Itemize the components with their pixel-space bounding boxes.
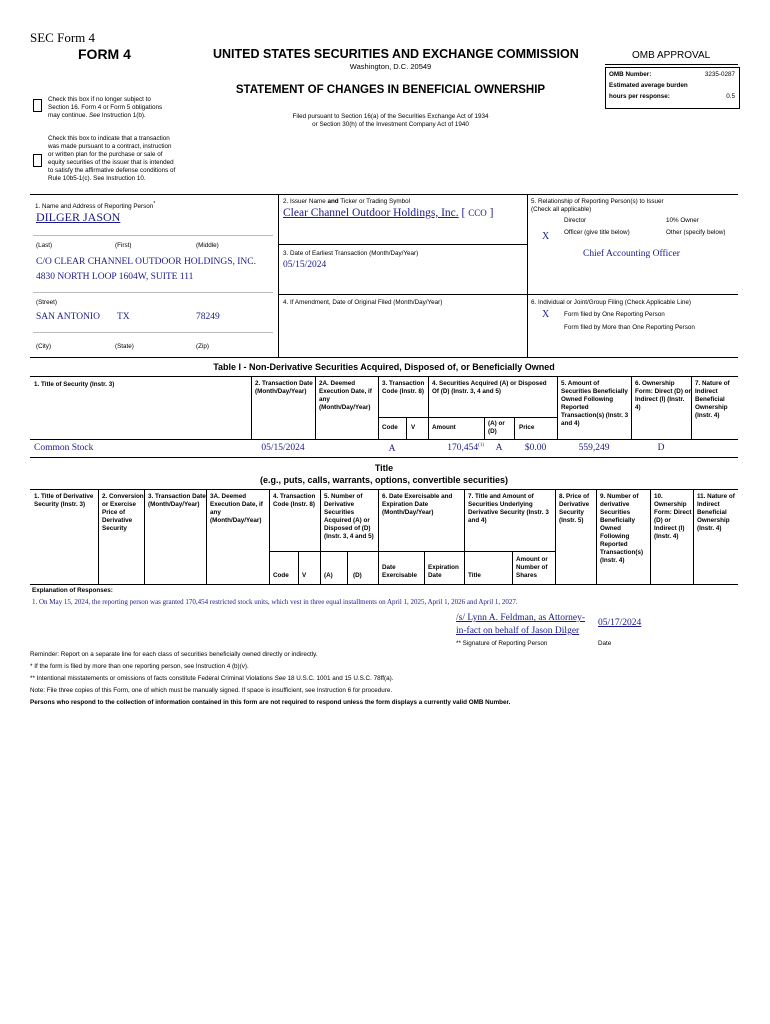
table2-title: Title	[374, 463, 394, 473]
director-option: Director	[564, 217, 587, 224]
t1-h-nature: 7. Nature of Indirect Beneficial Ownership (Instr. 4)	[695, 380, 730, 419]
multiple-reporting-persons-option: Form filed by More than One Reporting Person	[564, 324, 695, 331]
state-value: TX	[117, 312, 130, 322]
t2-h-owned: 9. Number of derivative Securities Beneficially Owned Following Reported Transaction(s) (Instr. 4)	[600, 493, 644, 564]
middle-label: (Middle)	[196, 242, 219, 249]
omb-burden-label: Estimated average burden	[609, 82, 688, 89]
t1-row-amount: 170,454$^{(1)}$	[447, 443, 484, 454]
t2-h-number: 5. Number of Derivative Securities Acquired (A) or Disposed of (D) (Instr. 3, 4 and 5)	[324, 493, 374, 540]
issuer-name: Clear Channel Outdoor Holdings, Inc. [ CCO ]	[283, 207, 494, 219]
city-label: (City)	[36, 343, 52, 350]
filed-pursuant-line-2: or Section 30(h) of the Investment Company Act of 1940	[312, 121, 469, 128]
t1-row-security: Common Stock	[34, 443, 94, 453]
one-reporting-person-option: Form filed by One Reporting Person	[564, 311, 665, 318]
t2-h-date-ex-sub: Date Exercisable	[382, 564, 418, 579]
t1-h-form: 6. Ownership Form: Direct (D) or Indirect (I) (Instr. 4)	[635, 380, 691, 411]
relationship-label: 5. Relationship of Reporting Person(s) to Issuer	[531, 198, 664, 205]
t1-h-amount-sub: Amount	[432, 424, 456, 431]
note-reminder: Reminder: Report on a separate line for each class of securities beneficially owned directly or indirectly.	[30, 651, 318, 658]
date-label: Date	[598, 640, 612, 647]
note-omb-notice: Persons who respond to the collection of information contained in this form are not required to respond unless the form displays a currently valid OMB Number.	[30, 699, 511, 706]
address-line-1: C/O CLEAR CHANNEL OUTDOOR HOLDINGS, INC.	[36, 257, 256, 267]
t1-row-code: A	[388, 444, 396, 454]
city-value: SAN ANTONIO	[36, 312, 100, 322]
first-label: (First)	[115, 242, 132, 249]
t2-h-underlying: 7. Title and Amount of Securities Underlying Derivative Security (Instr. 3 and 4)	[468, 493, 549, 524]
t1-row-date: 05/15/2024	[261, 443, 305, 453]
ticker-symbol: CCO	[468, 208, 487, 218]
signature-label: ** Signature of Reporting Person	[456, 640, 548, 647]
issuer-label: 2. Issuer Name and Ticker or Trading Symbol	[283, 198, 411, 205]
t1-h-price-sub: Price	[519, 424, 535, 431]
t2-h-d-sub: (D)	[353, 572, 362, 579]
t2-h-date: 3. Transaction Date (Month/Day/Year)	[148, 493, 206, 508]
signature-link[interactable]: /s/ Lynn A. Feldman, as Attorney- in-fact on behalf of Jason Dilger	[456, 613, 586, 636]
note-copies: Note: File three copies of this Form, one of which must be manually signed. If space is insufficient, see Instruction 6 for procedure.	[30, 687, 393, 694]
amendment-label: 4. If Amendment, Date of Original Filed (Month/Day/Year)	[283, 299, 443, 306]
t1-row-form: D	[657, 443, 665, 453]
omb-hours-value: 0.5	[726, 93, 735, 100]
zip-label: (Zip)	[196, 343, 209, 350]
explanation-label: Explanation of Responses:	[32, 587, 113, 594]
statement-title: STATEMENT OF CHANGES IN BENEFICIAL OWNERSHIP	[235, 84, 546, 96]
table2-subtitle: (e.g., puts, calls, warrants, options, convertible securities)	[259, 475, 509, 485]
footnote-1: 1. On May 15, 2024, the reporting person was granted 170,454 restricted stock units, which vest in three equal installments on April 1, 2025, April 1, 2026 and April 1, 2027.	[32, 598, 518, 606]
t1-h-code-sub: Code	[382, 424, 398, 431]
signature-date: 05/17/2024	[598, 618, 642, 628]
t2-h-nature: 11. Nature of Indirect Beneficial Ownership (Instr. 4)	[697, 493, 735, 532]
t1-h-v-sub: V	[411, 424, 416, 431]
no-longer-subject-checkbox[interactable]	[33, 99, 42, 112]
t1-h-acquired: 4. Securities Acquired (A) or Disposed Of (D) (Instr. 3, 4 and 5)	[432, 380, 547, 395]
t2-h-code: 4. Transaction Code (Instr. 8)	[273, 493, 316, 508]
issuer-link[interactable]: Clear Channel Outdoor Holdings, Inc.	[283, 207, 459, 219]
ten-percent-owner-option: 10% Owner	[666, 217, 699, 224]
no-longer-subject-text: Check this box if no longer subject to Section 16. Form 4 or Form 5 obligations may continue. See Instruction 1(b).	[48, 96, 163, 119]
earliest-transaction-label: 3. Date of Earliest Transaction (Month/Day/Year)	[283, 250, 419, 257]
t1-h-deemed: 2A. Deemed Execution Date, if any (Month/Day/Year)	[319, 380, 372, 411]
t1-row-aord: A	[495, 443, 503, 453]
sec-form-label: SEC Form 4	[30, 30, 96, 45]
t2-h-price: 8. Price of Derivative Security (Instr. 5)	[559, 493, 590, 524]
omb-hours-label: hours per response:	[609, 93, 670, 100]
t1-row-owned: 559,249	[578, 443, 610, 453]
t1-h-date: 2. Transaction Date (Month/Day/Year)	[255, 380, 313, 395]
street-label: (Street)	[36, 299, 57, 306]
rule-10b5-1-text: Check this box to indicate that a transaction was made pursuant to a contract, instruction or written plan for the purchase or sale of equity securities of the issuer that is intended to satisfy the affirmative defense conditions of Rule 10b5-1(c). See Instruction 10.	[48, 135, 176, 182]
filed-pursuant-line-1: Filed pursuant to Section 16(a) of the Securities Exchange Act of 1934	[292, 113, 489, 120]
omb-number-value: 3235-0287	[704, 71, 735, 78]
reporting-person-name-link[interactable]: DILGER JASON	[36, 210, 121, 224]
agency-location: Washington, D.C. 20549	[349, 62, 432, 71]
footnote-1-ref: (1)	[478, 443, 484, 448]
t2-h-code-sub: Code	[273, 572, 289, 579]
officer-title: Chief Accounting Officer	[583, 249, 680, 259]
filing-check-mark: X	[542, 309, 550, 320]
note-multiple-persons: * If the form is filed by more than one reporting person, see Instruction 4 (b)(v).	[30, 663, 249, 670]
omb-number-label: OMB Number:	[609, 71, 652, 78]
t2-h-v-sub: V	[302, 572, 307, 579]
t1-h-owned: 5. Amount of Securities Beneficially Owned Following Reported Transaction(s) (Instr. 3 and 4)	[561, 380, 629, 427]
state-label: (State)	[115, 343, 134, 350]
form-title: FORM 4	[78, 46, 131, 62]
omb-approval-title: OMB APPROVAL	[632, 50, 711, 61]
t2-h-conversion: 2. Conversion or Exercise Price of Derivative Security	[102, 493, 144, 532]
omb-box	[605, 67, 740, 109]
rule-10b5-1-checkbox[interactable]	[33, 154, 42, 167]
t2-h-deemed: 3A. Deemed Execution Date, if any (Month/Day/Year)	[210, 493, 263, 524]
agency-title: UNITED STATES SECURITIES AND EXCHANGE COMMISSION	[213, 47, 579, 61]
t2-h-a-sub: (A)	[324, 572, 333, 579]
t1-h-code: 3. Transaction Code (Instr. 8)	[382, 380, 425, 395]
t1-h-aord-sub: (A) or (D)	[488, 420, 505, 435]
t2-h-exercisable: 6. Date Exercisable and Expiration Date (Month/Day/Year)	[382, 493, 453, 516]
reporting-person-label: 1. Name and Address of Reporting Person*	[35, 201, 156, 211]
last-label: (Last)	[36, 242, 53, 249]
address-line-2: 4830 NORTH LOOP 1604W, SUITE 111	[36, 272, 194, 282]
t1-h-title: 1. Title of Security (Instr. 3)	[34, 381, 115, 388]
t2-h-title-sub: Title	[468, 572, 481, 579]
other-option: Other (specify below)	[666, 229, 726, 236]
table1-title: Table I - Non-Derivative Securities Acquired, Disposed of, or Beneficially Owned	[213, 362, 555, 372]
t2-h-amount-sub: Amount or Number of Shares	[516, 556, 548, 579]
t2-h-exp-sub: Expiration Date	[428, 564, 459, 579]
earliest-transaction-date: 05/15/2024	[283, 260, 327, 270]
t1-row-price: $0.00	[524, 443, 547, 453]
t2-h-form: 10. Ownership Form: Direct (D) or Indirect (I) (Instr. 4)	[654, 493, 692, 540]
zip-value: 78249	[196, 312, 220, 322]
officer-check-mark: X	[542, 231, 550, 242]
officer-option: Officer (give title below)	[564, 229, 630, 236]
t2-h-title: 1. Title of Derivative Security (Instr. 3)	[34, 493, 94, 508]
filing-type-label: 6. Individual or Joint/Group Filing (Check Applicable Line)	[531, 299, 691, 306]
note-misstatements: ** Intentional misstatements or omissions of facts constitute Federal Criminal Violations See 18 U.S.C. 1001 and 15 U.S.C. 78ff(a).	[30, 675, 394, 682]
relationship-sub: (Check all applicable)	[531, 206, 592, 213]
